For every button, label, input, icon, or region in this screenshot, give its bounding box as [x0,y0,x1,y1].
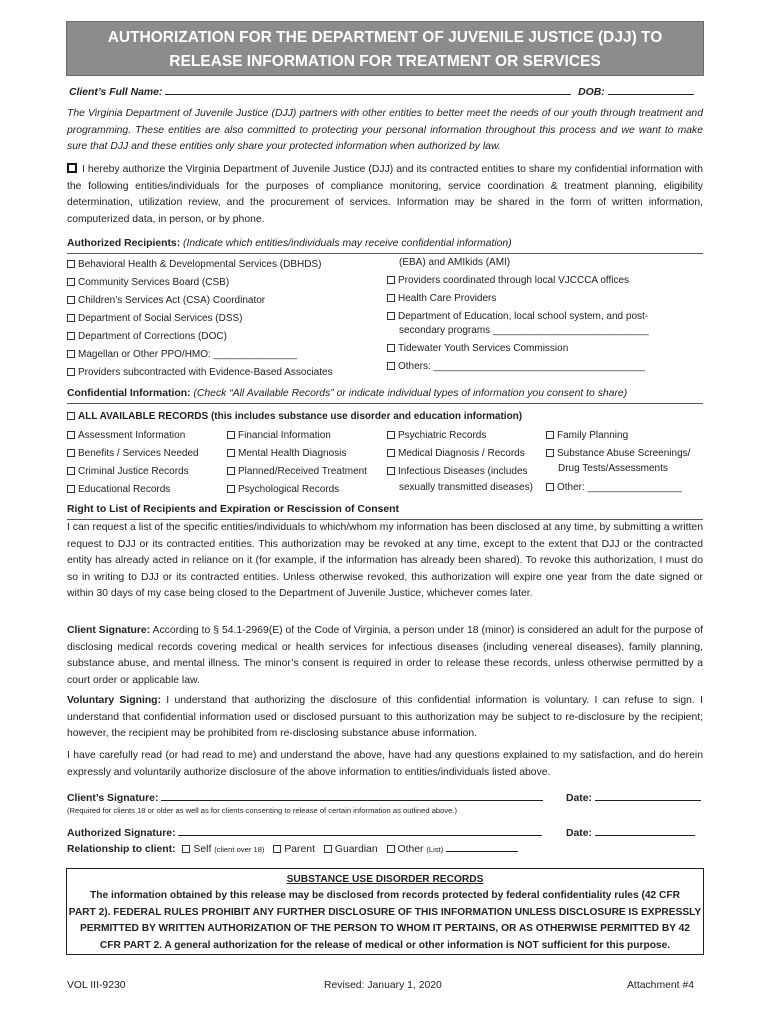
checkbox[interactable] [387,362,395,370]
sud-line-1: The information obtained by this release may be disclosed from records protected by federal confidentiality rules (42 CFR [90,890,680,902]
checkbox[interactable] [546,483,554,491]
confidential-heading-label: Confidential Information: [67,388,191,399]
recipients-heading-note: (Indicate which entities/individuals may receive confidential information) [183,238,512,249]
title-line-1: AUTHORIZATION FOR THE DEPARTMENT OF JUVENILE JUSTICE (DJJ) TO [107,29,663,46]
recipient-doc[interactable]: Department of Corrections (DOC) [67,330,227,344]
authorized-signature-row [67,826,542,842]
voluntary-paragraph [67,693,703,743]
info-family-planning[interactable]: Family Planning [546,429,628,443]
client-signature-field[interactable] [161,791,543,801]
recipients-heading [67,237,703,254]
checkbox[interactable] [387,431,395,439]
info-financial[interactable]: Financial Information [227,429,331,443]
date-2-row [566,826,695,842]
relationship-row: Relationship to client: Self (client over 18) Parent Guardian Other (List) [67,843,518,858]
checkbox[interactable] [387,449,395,457]
carefully-paragraph: I have carefully read (or had read to me) and understand the above, have had any questions explained to my satisfaction, and do herein expressly and voluntarily authorize disclosure of the above information to entities/individuals listed above. [67,750,703,778]
client-name-field[interactable] [165,85,571,95]
authorized-signature-field[interactable] [178,826,542,836]
recipient-magellan[interactable]: Magellan or Other PPO/HMO: _______________ [67,348,297,362]
recipient-others[interactable]: Others: ______________________________________ [387,360,645,374]
checkbox[interactable] [67,467,75,475]
guardian-checkbox[interactable] [324,845,332,853]
checkbox[interactable] [387,344,395,352]
checkbox[interactable] [227,431,235,439]
date-1-field[interactable] [595,791,701,801]
info-substance-abuse-cont: Drug Tests/Assessments [558,463,668,474]
other-checkbox[interactable] [387,845,395,853]
footer-revised: Revised: January 1, 2020 [324,980,442,991]
checkbox[interactable] [227,449,235,457]
form-title [66,21,704,76]
sud-line-2: PART 2). FEDERAL RULES PROHIBIT ANY FURTHER DISCLOSURE OF THIS INFORMATION UNLESS DISCLOSURE IS EXPRESSLY [68,906,702,918]
checkbox[interactable] [387,312,395,320]
client-signature-paragraph [67,623,703,689]
checkbox[interactable] [227,467,235,475]
recipient-eba[interactable]: Providers subcontracted with Evidence-Based Associates [67,366,333,380]
checkbox[interactable] [67,412,75,420]
recipient-csa[interactable]: Children’s Services Act (CSA) Coordinator [67,294,265,308]
date-2-label: Date: [566,828,592,839]
checkbox[interactable] [546,431,554,439]
voluntary-label: Voluntary Signing: [67,695,161,706]
checkbox[interactable] [227,485,235,493]
authorize-paragraph [67,162,703,228]
parent-checkbox[interactable] [273,845,281,853]
checkbox[interactable] [67,278,75,286]
info-psychiatric[interactable]: Psychiatric Records [387,429,486,443]
info-educational[interactable]: Educational Records [67,483,170,497]
authorize-checkbox[interactable] [67,163,77,173]
checkbox[interactable] [387,294,395,302]
dob-label: DOB: [578,87,605,98]
substance-use-notice [66,868,704,955]
info-criminal-justice[interactable]: Criminal Justice Records [67,465,189,479]
checkbox[interactable] [67,368,75,376]
checkbox[interactable] [387,276,395,284]
confidential-heading [67,387,703,404]
checkbox[interactable] [67,449,75,457]
info-assessment[interactable]: Assessment Information [67,429,185,443]
checkbox[interactable] [67,431,75,439]
info-infectious-cont: sexually transmitted diseases) [399,482,533,493]
sud-line-3: PERMITTED BY WRITTEN AUTHORIZATION OF THE PERSON TO WHOM IT PERTAINS, OR AS OTHERWISE PERMITTED BY 42 [80,923,690,935]
recipient-tidewater[interactable]: Tidewater Youth Services Commission [387,342,568,356]
checkbox[interactable] [67,314,75,322]
footer-attachment: Attachment #4 [627,980,695,991]
other-relationship-field[interactable] [446,844,518,852]
confidential-heading-note: (Check “All Available Records” or indicate individual types of information you consent to share) [193,388,628,399]
authorized-signature-label: Authorized Signature: [67,828,176,839]
rights-paragraph: I can request a list of the specific entities/individuals to which/whom my information has been disclosed at any time, by submitting a written request to DJJ or its contracted entities. This authorization may be revoked at any time, except to the extent that DJJ or the contracted entity has already acted in reliance on it (for example, if the information has already been shared). To revoke this authorization, I must do so in writing to DJJ or its contracted entities. Unless otherwise revoked, this authorization will expire one year from the date signed or within 30 days of my case being closed to the Department of Juvenile Justice, whichever comes later. [67,522,703,600]
required-note: (Required for clients 18 or older as well as for clients consenting to release of certain information as outlined above.) [67,806,458,815]
client-name-row [69,85,694,101]
checkbox[interactable] [67,260,75,268]
checkbox[interactable] [67,296,75,304]
rights-heading: Right to List of Recipients and Expiration or Rescission of Consent [67,503,703,520]
checkbox[interactable] [387,467,395,475]
sud-title: SUBSTANCE USE DISORDER RECORDS [286,874,484,885]
date-2-field[interactable] [595,826,695,836]
relationship-label: Relationship to client: [67,844,176,855]
checkbox[interactable] [67,332,75,340]
client-name-label: Client’s Full Name: [69,87,163,98]
recipients-heading-label: Authorized Recipients: [67,238,181,249]
checkbox[interactable] [67,485,75,493]
recipient-csb[interactable]: Community Services Board (CSB) [67,276,229,290]
footer-volume: VOL III-9230 [67,980,126,991]
recipient-health-care[interactable]: Health Care Providers [387,292,496,306]
info-mental-health[interactable]: Mental Health Diagnosis [227,447,346,461]
recipient-dbhds[interactable]: Behavioral Health & Developmental Services (DBHDS) [67,258,321,272]
info-psychological[interactable]: Psychological Records [227,483,339,497]
dob-field[interactable] [608,85,694,95]
recipient-eba-cont: (EBA) and AMIkids (AMI) [399,257,511,268]
client-signature-label: Client’s Signature: [67,793,159,804]
client-signature-para-label: Client Signature: [67,625,151,636]
info-medical[interactable]: Medical Diagnosis / Records [387,447,525,461]
info-infectious[interactable]: Infectious Diseases (includes [387,465,528,479]
voluntary-text: I understand that authorizing the disclosure of this confidential information is voluntary. I can refuse to sign. I understand that confidential information used or disclosed pursuant to this authorization may be subject to re-disclosure by the recipient; however, the recipient may be prohibited from re-disclosing substance abuse information. [67,695,703,740]
recipient-dss[interactable]: Department of Social Services (DSS) [67,312,243,326]
info-substance-abuse[interactable]: Substance Abuse Screenings/ [546,447,690,461]
client-signature-row [67,791,543,807]
checkbox[interactable] [67,350,75,358]
date-1-label: Date: [566,793,592,804]
recipient-education-cont: secondary programs ____________________________ [399,325,649,336]
info-treatment[interactable]: Planned/Received Treatment [227,465,367,479]
all-records-option[interactable]: ALL AVAILABLE RECORDS (this includes substance use disorder and education information) [67,410,522,424]
sud-line-4: CFR PART 2. A general authorization for the release of medical or other information is NOT sufficient for this purpose. [99,939,671,951]
info-other[interactable]: Other: _________________ [546,481,682,495]
intro-paragraph: The Virginia Department of Juvenile Justice (DJJ) partners with other entities to better meet the needs of our youth through treatment and programming. These entities are also committed to protecting your personal information throughout this process and we want to make sure that DJJ and these entities only share your protected information when authorized by law. [67,108,703,153]
client-signature-para-text: According to § 54.1-2969(E) of the Code of Virginia, a person under 18 (minor) is considered an adult for the purpose of disclosing medical records covering medical or health services for infectious diseases (including venereal diseases), family planning, substance abuse, and mental illness. The minor’s consent is required in order to release these records, unless otherwise permitted by a court order or applicable law. [67,625,703,686]
recipient-vjccca[interactable]: Providers coordinated through local VJCCCA offices [387,274,629,288]
self-checkbox[interactable] [182,845,190,853]
checkbox[interactable] [546,449,554,457]
date-1-row [566,791,701,807]
authorize-text: I hereby authorize the Virginia Department of Juvenile Justice (DJJ) and its contracted entities to share my confidential information with the following entities/individuals for the purposes of compliance monitoring, service coordination & treatment planning, eligibility determination, utilization review, and the procurement of services. Information may be shared in the form of written information, computerized data, in person, or by phone. [67,164,703,225]
info-benefits[interactable]: Benefits / Services Needed [67,447,199,461]
recipient-education[interactable]: Department of Education, local school system, and post- [387,310,648,324]
title-line-2: RELEASE INFORMATION FOR TREATMENT OR SERVICES [169,53,601,70]
